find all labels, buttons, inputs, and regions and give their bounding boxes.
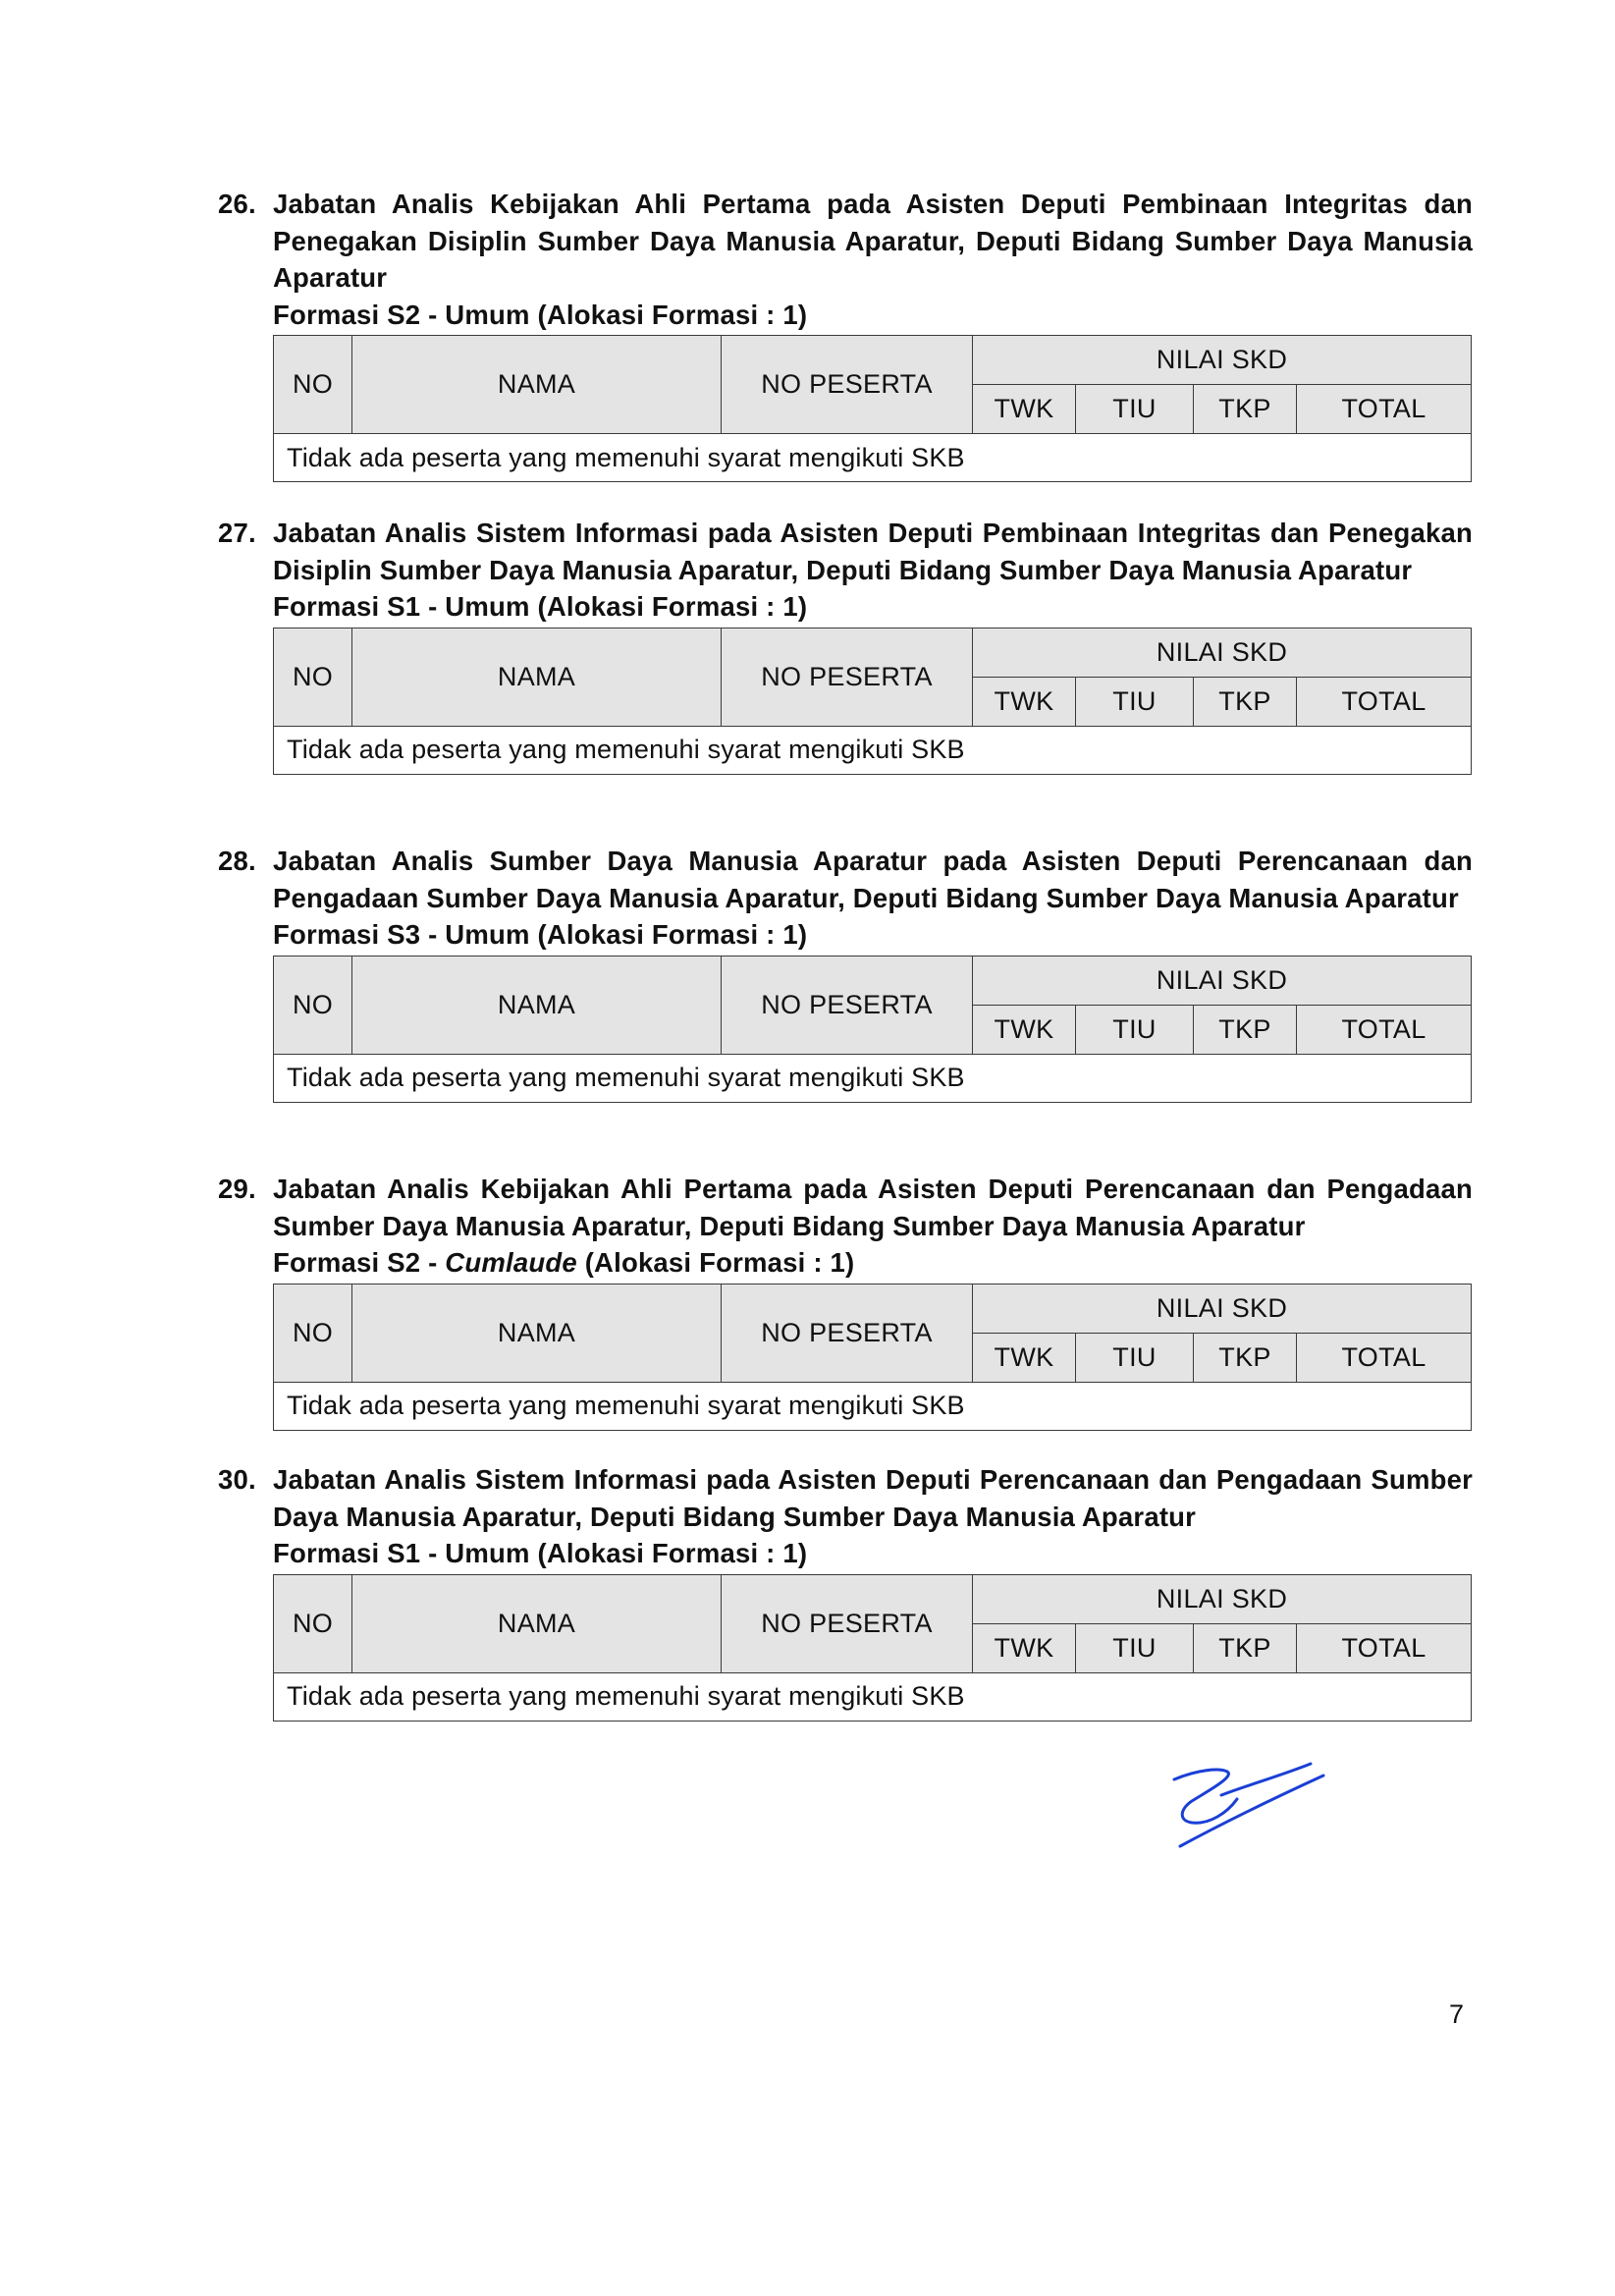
- header-nilai-skd: NILAI SKD: [973, 956, 1472, 1005]
- header-no: NO: [274, 336, 352, 434]
- formasi-line: [218, 297, 1473, 334]
- empty-row-message: Tidak ada peserta yang memenuhi syarat mengikuti SKB: [274, 1672, 1472, 1721]
- header-nama: NAMA: [352, 1284, 722, 1382]
- section-heading: [218, 1461, 1473, 1535]
- empty-row-message: Tidak ada peserta yang memenuhi syarat mengikuti SKB: [274, 1054, 1472, 1102]
- section-number: 26.: [218, 189, 256, 219]
- header-total: TOTAL: [1297, 1333, 1472, 1382]
- empty-row-message: Tidak ada peserta yang memenuhi syarat mengikuti SKB: [274, 434, 1472, 482]
- section-number: 30.: [218, 1464, 256, 1495]
- header-nilai-skd: NILAI SKD: [973, 336, 1472, 385]
- header-nama: NAMA: [352, 336, 722, 434]
- section-heading: [218, 186, 1473, 297]
- formasi-prefix: Formasi S3 -: [273, 919, 446, 950]
- section-26: [218, 186, 1473, 482]
- section-number: 27.: [218, 518, 256, 548]
- formasi-allocation: (Alokasi Formasi : 1): [537, 1538, 808, 1568]
- header-tkp: TKP: [1194, 677, 1297, 726]
- formasi-italic: Cumlaude: [445, 1247, 577, 1278]
- header-tkp: TKP: [1194, 1333, 1297, 1382]
- header-tiu: TIU: [1076, 1333, 1194, 1382]
- header-nilai-skd: NILAI SKD: [973, 1574, 1472, 1623]
- section-title: Jabatan Analis Sumber Daya Manusia Aparatur pada Asisten Deputi Perencanaan dan Pengadaan Sumber Daya Manusia Aparatur, Deputi Bidang Sumber Daya Manusia Aparatur: [273, 846, 1473, 913]
- formasi-line: [218, 588, 1473, 626]
- formasi-line: [218, 916, 1473, 954]
- skd-table: [273, 335, 1472, 482]
- section-title: Jabatan Analis Sistem Informasi pada Asisten Deputi Perencanaan dan Pengadaan Sumber Daya Manusia Aparatur, Deputi Bidang Sumber Daya Manusia Aparatur: [273, 1464, 1473, 1532]
- section-heading: [218, 843, 1473, 916]
- formasi-type: Umum: [445, 591, 538, 622]
- header-nama: NAMA: [352, 956, 722, 1054]
- header-twk: TWK: [973, 1005, 1076, 1054]
- header-twk: TWK: [973, 1333, 1076, 1382]
- formasi-type: Umum: [445, 919, 538, 950]
- formasi-line: [218, 1244, 1473, 1282]
- section-heading: [218, 515, 1473, 588]
- formasi-type: Umum: [445, 1538, 538, 1568]
- skd-table: [273, 956, 1472, 1103]
- header-no-peserta: NO PESERTA: [722, 336, 973, 434]
- header-total: TOTAL: [1297, 1005, 1472, 1054]
- formasi-prefix: Formasi S1 -: [273, 1538, 446, 1568]
- header-tiu: TIU: [1076, 1005, 1194, 1054]
- header-twk: TWK: [973, 385, 1076, 434]
- section-title: Jabatan Analis Kebijakan Ahli Pertama pada Asisten Deputi Pembinaan Integritas dan Penegakan Disiplin Sumber Daya Manusia Aparatur, Deputi Bidang Sumber Daya Manusia Aparatur: [273, 189, 1473, 293]
- formasi-allocation: (Alokasi Formasi : 1): [537, 919, 808, 950]
- header-tiu: TIU: [1076, 677, 1194, 726]
- header-nama: NAMA: [352, 628, 722, 726]
- formasi-prefix: Formasi S1 -: [273, 591, 446, 622]
- header-no-peserta: NO PESERTA: [722, 1574, 973, 1672]
- signature-initial: [1158, 1740, 1330, 1853]
- skd-table: [273, 1284, 1472, 1431]
- header-total: TOTAL: [1297, 677, 1472, 726]
- formasi-allocation: (Alokasi Formasi : 1): [537, 591, 808, 622]
- header-twk: TWK: [973, 1623, 1076, 1672]
- header-total: TOTAL: [1297, 385, 1472, 434]
- header-twk: TWK: [973, 677, 1076, 726]
- header-tiu: TIU: [1076, 1623, 1194, 1672]
- header-no-peserta: NO PESERTA: [722, 956, 973, 1054]
- formasi-type: [577, 1247, 585, 1278]
- header-no: NO: [274, 628, 352, 726]
- section-30: [218, 1461, 1473, 1722]
- formasi-prefix: Formasi S2 -: [273, 299, 446, 330]
- section-number: 28.: [218, 846, 256, 876]
- section-title: Jabatan Analis Kebijakan Ahli Pertama pada Asisten Deputi Perencanaan dan Pengadaan Sumber Daya Manusia Aparatur, Deputi Bidang Sumber Daya Manusia Aparatur: [273, 1174, 1473, 1241]
- section-27: [218, 515, 1473, 775]
- header-nama: NAMA: [352, 1574, 722, 1672]
- skd-table: [273, 1574, 1472, 1722]
- header-no-peserta: NO PESERTA: [722, 628, 973, 726]
- formasi-prefix: Formasi S2 -: [273, 1247, 446, 1278]
- section-title: Jabatan Analis Sistem Informasi pada Asisten Deputi Pembinaan Integritas dan Penegakan Disiplin Sumber Daya Manusia Aparatur, Deputi Bidang Sumber Daya Manusia Aparatur: [273, 518, 1473, 585]
- section-number: 29.: [218, 1174, 256, 1204]
- header-no: NO: [274, 1284, 352, 1382]
- formasi-allocation: (Alokasi Formasi : 1): [537, 299, 808, 330]
- section-29: [218, 1171, 1473, 1431]
- empty-row-message: Tidak ada peserta yang memenuhi syarat mengikuti SKB: [274, 1382, 1472, 1430]
- header-no: NO: [274, 956, 352, 1054]
- page-number: 7: [1449, 1999, 1465, 2029]
- empty-row-message: Tidak ada peserta yang memenuhi syarat mengikuti SKB: [274, 726, 1472, 774]
- formasi-type: Umum: [445, 299, 538, 330]
- section-28: [218, 843, 1473, 1103]
- header-total: TOTAL: [1297, 1623, 1472, 1672]
- header-nilai-skd: NILAI SKD: [973, 628, 1472, 677]
- header-no-peserta: NO PESERTA: [722, 1284, 973, 1382]
- skd-table: [273, 628, 1472, 775]
- formasi-allocation: (Alokasi Formasi : 1): [584, 1247, 855, 1278]
- header-no: NO: [274, 1574, 352, 1672]
- header-tkp: TKP: [1194, 1623, 1297, 1672]
- header-tiu: TIU: [1076, 385, 1194, 434]
- header-tkp: TKP: [1194, 1005, 1297, 1054]
- section-heading: [218, 1171, 1473, 1244]
- header-tkp: TKP: [1194, 385, 1297, 434]
- header-nilai-skd: NILAI SKD: [973, 1284, 1472, 1333]
- formasi-line: [218, 1535, 1473, 1572]
